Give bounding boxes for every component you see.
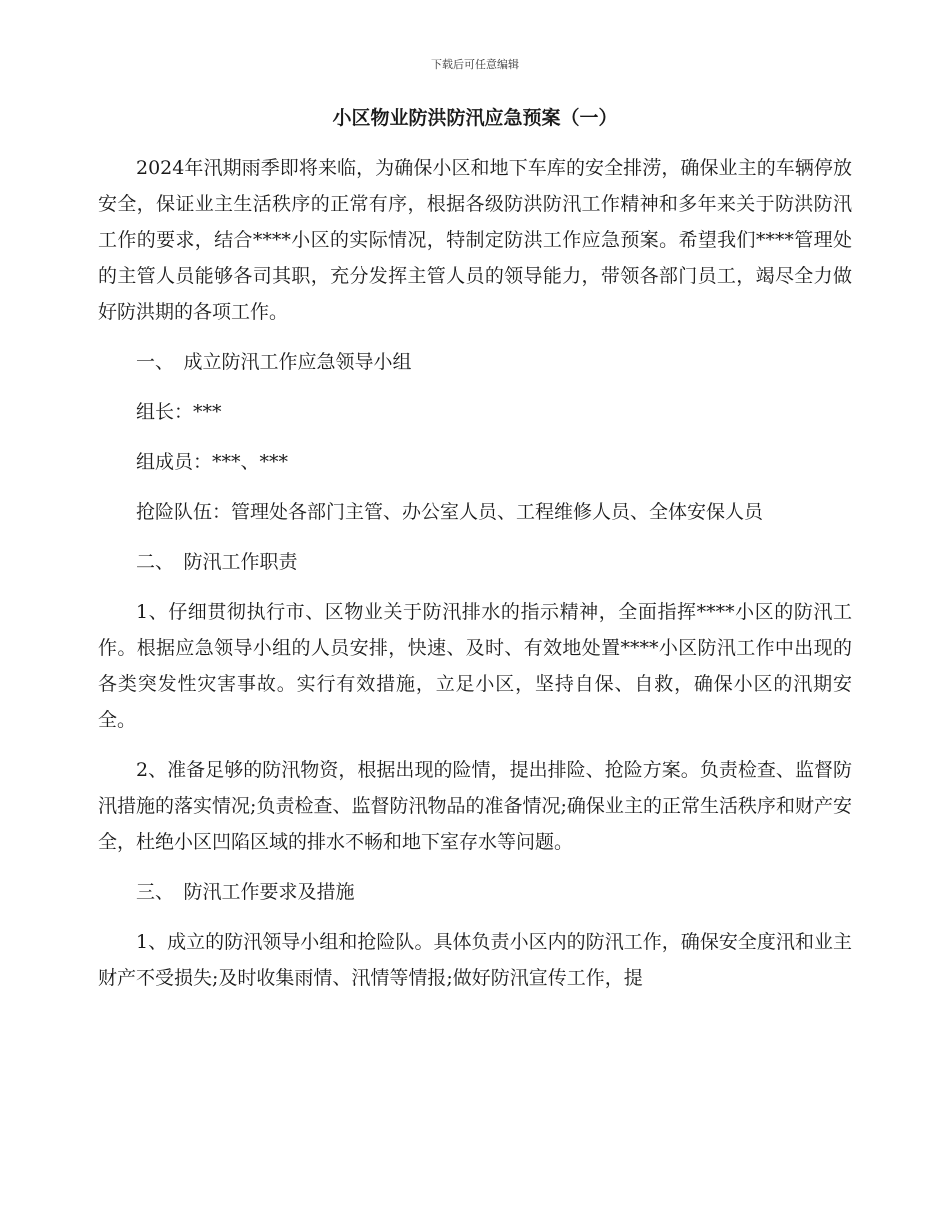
paragraph-rescue-team: 抢险队伍：管理处各部门主管、办公室人员、工程维修人员、全体安保人员 <box>136 501 764 523</box>
header-note: 下载后可任意编辑 <box>431 58 519 71</box>
paragraph-members: 组成员：***、*** <box>136 451 289 473</box>
document-body <box>98 150 852 996</box>
paragraph-duty-2: 2、准备足够的防汛物资，根据出现的险情，提出排险、抢险方案。负责检查、监督防汛措施的落实情况;负责检查、监督防汛物品的准备情况;确保业主的正常生活秩序和财产安全，杜绝小区凹陷区域的排水不畅和地下室存水等问题。 <box>98 759 852 853</box>
paragraph-measure-1: 1、成立的防汛领导小组和抢险队。具体负责小区内的防汛工作，确保安全度汛和业主财产不受损失;及时收集雨情、汛情等情报;做好防汛宣传工作，提 <box>98 931 852 989</box>
section-heading-2: 二、 防汛工作职责 <box>136 551 298 573</box>
section-heading-1: 一、 成立防汛工作应急领导小组 <box>136 351 412 373</box>
paragraph-leader: 组长：*** <box>136 401 222 423</box>
section-heading-3: 三、 防汛工作要求及措施 <box>136 881 355 903</box>
paragraph-intro: 2024年汛期雨季即将来临，为确保小区和地下车库的安全排涝，确保业主的车辆停放安全，保证业主生活秩序的正常有序，根据各级防洪防汛工作精神和多年来关于防洪防汛工作的要求，结合****小区的实际情况，特制定防洪工作应急预案。希望我们****管理处的主管人员能够各司其职，充分发挥主管人员的领导能力，带领各部门员工，竭尽全力做好防洪期的各项工作。 <box>98 157 852 323</box>
document-title: 小区物业防洪防汛应急预案（一） <box>332 107 618 129</box>
paragraph-duty-1: 1、仔细贯彻执行市、区物业关于防汛排水的指示精神，全面指挥****小区的防汛工作。根据应急领导小组的人员安排，快速、及时、有效地处置****小区防汛工作中出现的各类突发性灾害事故。实行有效措施，立足小区，坚持自保、自救，确保小区的汛期安全。 <box>98 601 852 731</box>
